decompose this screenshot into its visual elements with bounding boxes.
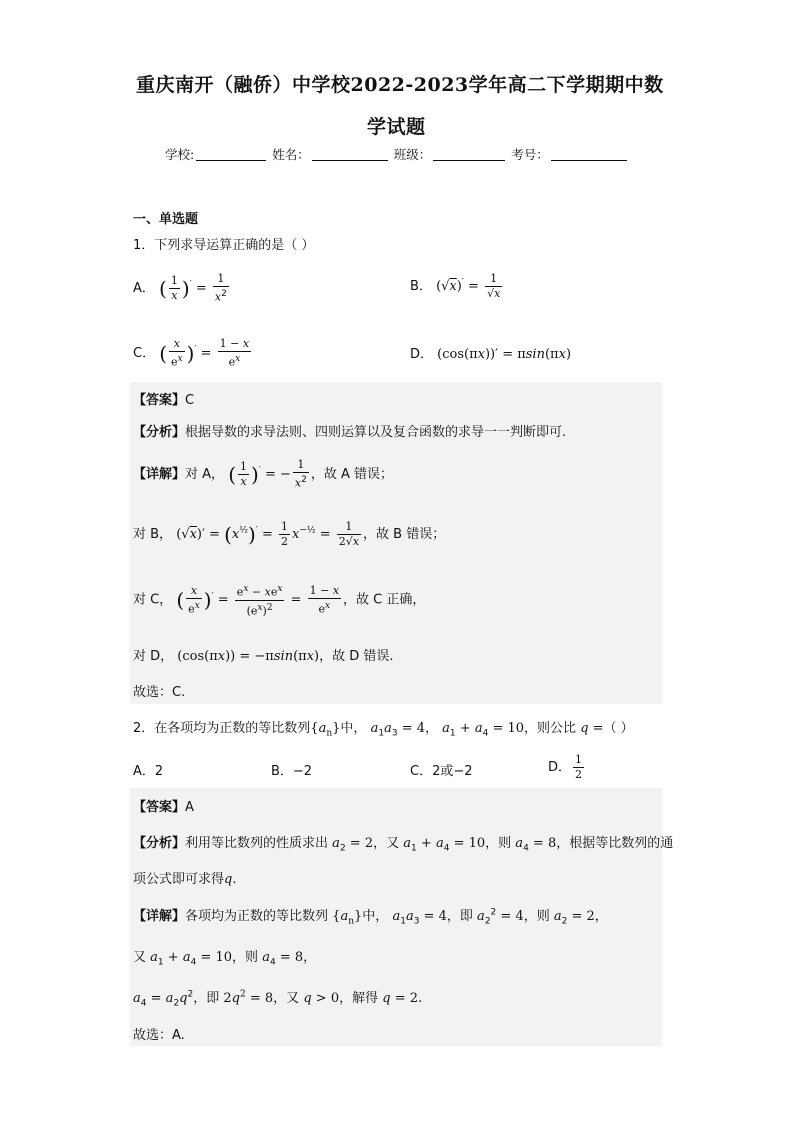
q2-option-d: D． $\frac{1}{2}$ bbox=[548, 753, 583, 781]
q2-analysis-line1: 【分析】利用等比数列的性质求出 $a_2 = 2$，又 $a_1 + a_4 = 10$，则 $a_4 = 8$，根据等比数列的通 bbox=[133, 836, 674, 854]
q2-option-c: C．2或−2 bbox=[410, 764, 473, 779]
option-a-label: A． bbox=[133, 280, 155, 296]
name-label: 姓名： bbox=[272, 147, 310, 162]
title-line-2: 学试题 bbox=[367, 116, 426, 138]
q1-detail-b: 对 B， $(√x)' = (x^{\frac{1}{2}})'$ = $\frac{1}{2}$ $x^{-\frac{1}{2}}$ = $\frac{1}{2√x}$ ，故 B 错误； bbox=[133, 520, 446, 548]
class-label: 班级： bbox=[393, 147, 432, 162]
name-field[interactable] bbox=[312, 147, 388, 161]
q1-choose: 故选：C. bbox=[133, 685, 186, 700]
section-heading: 一、单选题 bbox=[133, 212, 199, 227]
q2-detail-line2: 又 $a_1 + a_4 = 10$，则 $a_4 = 8$， bbox=[133, 950, 317, 968]
q2-option-b: B．−2 bbox=[271, 764, 313, 779]
option-c-label: C． bbox=[133, 345, 156, 361]
number-label: 考号： bbox=[511, 147, 549, 162]
class-field[interactable] bbox=[433, 147, 505, 161]
school-field[interactable] bbox=[196, 147, 266, 161]
q2-analysis-line2: 项公式即可求得q. bbox=[133, 872, 237, 887]
q1-stem: 1．下列求导运算正确的是（ ） bbox=[133, 238, 315, 253]
q1-option-a: A． ( $\frac{1}{x}$ )′ = $\frac{1}{x^2}$ bbox=[133, 272, 227, 304]
option-d-label: D． bbox=[410, 347, 434, 362]
q1-detail-d: 对 D， (cos(πx)) = −πsin(πx)，故 D 错误. bbox=[133, 649, 394, 664]
q1-detail-a: 【详解】对 A， ( $\frac{1}{x}$ )′ = − $\frac{1}{x^2}$ ，故 A 错误； bbox=[133, 458, 394, 490]
option-b-label: B． bbox=[410, 279, 432, 294]
number-field[interactable] bbox=[551, 147, 627, 161]
q2-option-a: A．2 bbox=[133, 764, 164, 779]
q2-answer: 【答案】A bbox=[133, 800, 194, 815]
q1-option-c: C． ( $\frac{x}{e^x}$ )′ = $\frac{1 - x}{e^x}$ bbox=[133, 337, 250, 369]
q1-option-d: D． (cos(πx))′ = πsin(πx) bbox=[410, 347, 572, 362]
q2-stem: 2．在各项均为正数的等比数列$\{a_n\}$中， $a_1a_3 = 4$， $a_1 + a_4 = 10$，则公比 q =（ ） bbox=[133, 721, 634, 739]
q1-analysis: 【分析】根据导数的求导法则、四则运算以及复合函数的求导一一判断即可. bbox=[133, 425, 567, 440]
q1-detail-c: 对 C， ( $\frac{x}{e^x}$ )′ = $\frac{e^x - xe^x}{(e^x)^2}$ = $\frac{1 - x}{e^x}$ ，故 C 正确， bbox=[133, 583, 426, 618]
q2-detail-line3: $a_4 = a_2q^2$，即 $2q^2 = 8$，又 q > 0，解得 q = 2. bbox=[133, 989, 423, 1009]
q1-answer: 【答案】C bbox=[133, 393, 195, 408]
q1-option-b: B． (√x)′ = $\frac{1}{√x}$ bbox=[410, 272, 501, 300]
school-label: 学校: bbox=[165, 147, 195, 162]
title-line-1: 重庆南开（融侨）中学校2022-2023学年高二下学期期中数 bbox=[136, 74, 664, 96]
q2-detail-line1: 【详解】各项均为正数的等比数列 $\{a_n\}$中， $a_1a_3 = 4$，即 $a_2^2 = 4$，则 $a_2 = 2$， bbox=[133, 907, 608, 927]
student-info-row bbox=[165, 145, 629, 163]
q2-choose: 故选：A. bbox=[133, 1028, 185, 1043]
